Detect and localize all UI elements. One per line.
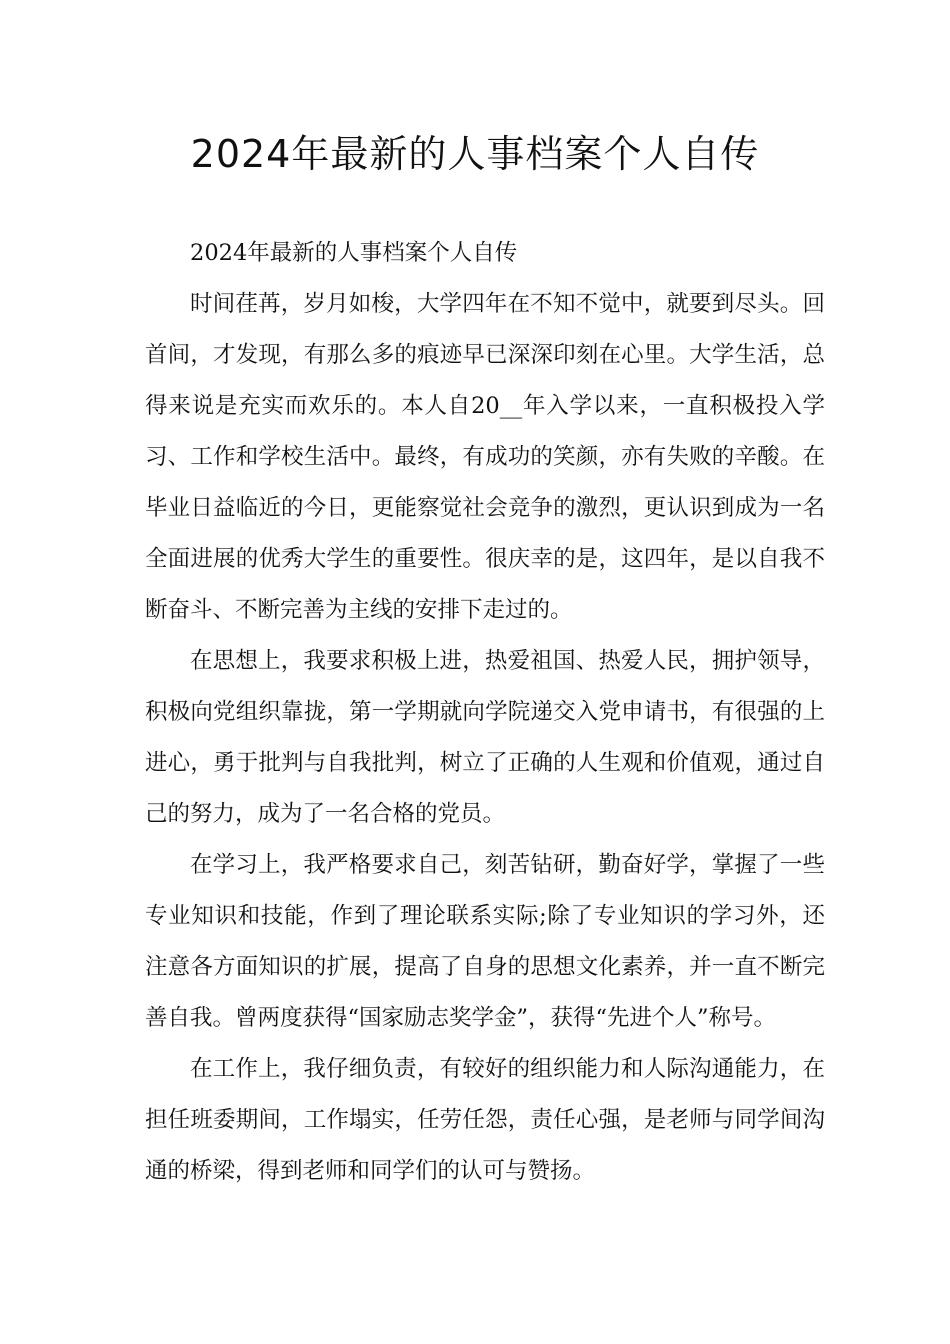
document-body	[145, 228, 825, 1197]
paragraph-ideology: 在思想上，我要求积极上进，热爱祖国、热爱人民，拥护领导，积极向党组织靠拢，第一学期就向学院递交入党申请书，有很强的上进心，勇于批判与自我批判，树立了正确的人生观和价值观，通过自己的努力，成为了一名合格的党员。	[145, 648, 825, 827]
document-title: 2024年最新的人事档案个人自传	[190, 132, 760, 176]
paragraph-intro: 时间荏苒，岁月如梭，大学四年在不知不觉中，就要到尽头。回首间，才发现，有那么多的痕迹早已深深印刻在心里。大学生活，总得来说是充实而欢乐的。本人自20__年入学以来，一直积极投入学习、工作和学校生活中。最终，有成功的笑颜，亦有失败的辛酸。在毕业日益临近的今日，更能察觉社会竞争的激烈，更认识到成为一名全面进展的优秀大学生的重要性。很庆幸的是，这四年，是以自我不断奋斗、不断完善为主线的安排下走过的。	[145, 291, 825, 623]
paragraph-work: 在工作上，我仔细负责，有较好的组织能力和人际沟通能力，在担任班委期间，工作塌实，任劳任怨，责任心强，是老师与同学间沟通的桥梁，得到老师和同学们的认可与赞扬。	[145, 1056, 825, 1184]
paragraph-subtitle: 2024年最新的人事档案个人自传	[190, 240, 518, 266]
paragraph-study: 在学习上，我严格要求自己，刻苦钻研，勤奋好学，掌握了一些专业知识和技能，作到了理论联系实际;除了专业知识的学习外，还注意各方面知识的扩展，提高了自身的思想文化素养，并一直不断完善自我。曾两度获得“国家励志奖学金”，获得“先进个人”称号。	[145, 852, 825, 1031]
